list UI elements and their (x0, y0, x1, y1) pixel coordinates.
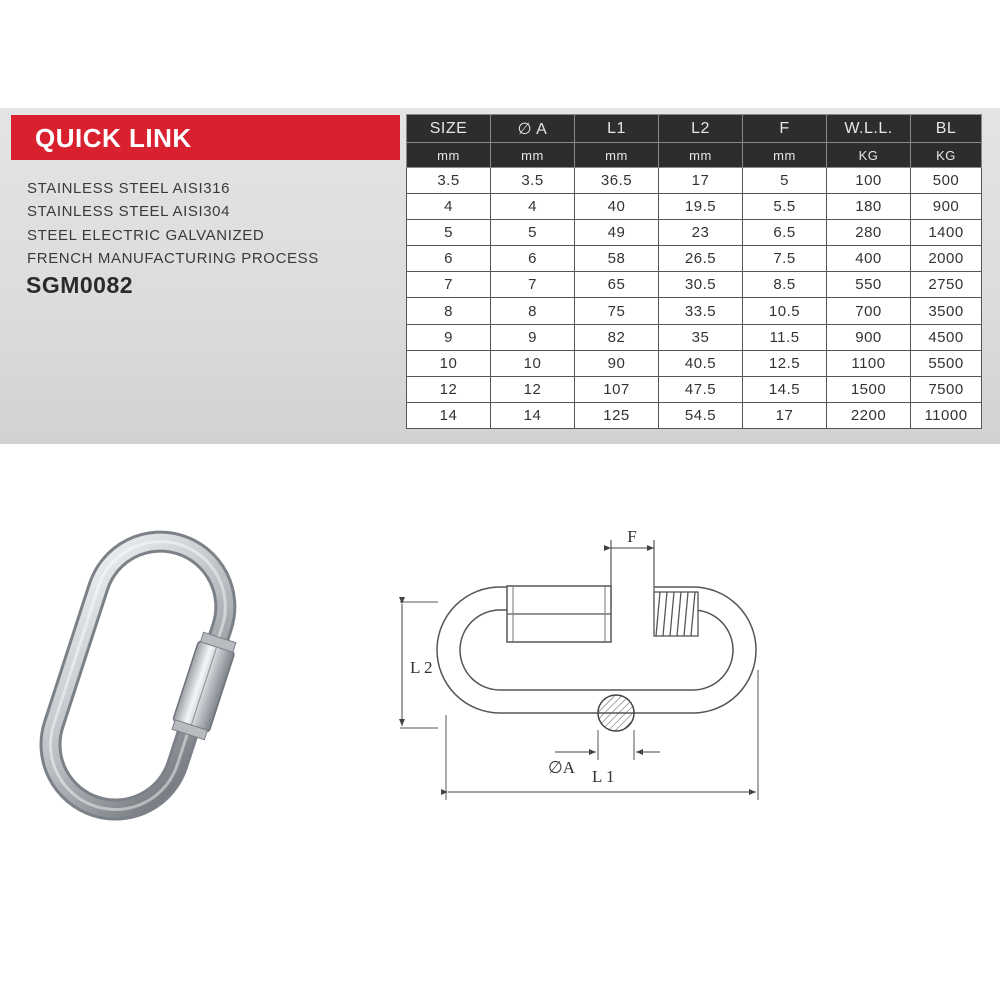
spec-table (406, 114, 982, 429)
table-row-cell: 8 (407, 298, 491, 324)
table-row-cell: 2000 (911, 246, 982, 272)
units-row-cell: mm (407, 143, 491, 168)
material-line-2: STAINLESS STEEL AISI304 (27, 203, 231, 220)
table-row-cell: 23 (659, 220, 743, 246)
table-row-cell: 1400 (911, 220, 982, 246)
material-line-1: STAINLESS STEEL AISI316 (27, 180, 231, 197)
table-row-cell: 26.5 (659, 246, 743, 272)
table-row-cell: 82 (575, 324, 659, 350)
table-row-cell: 8.5 (743, 272, 827, 298)
table-row-cell: 12 (407, 376, 491, 402)
table-row-cell: 9 (491, 324, 575, 350)
table-row-cell: 7 (407, 272, 491, 298)
table-row-cell: 4500 (911, 324, 982, 350)
table-row-cell: 58 (575, 246, 659, 272)
units-row-cell: KG (911, 143, 982, 168)
table-row-cell: 900 (911, 194, 982, 220)
table-row-cell: 10.5 (743, 298, 827, 324)
table-row-cell: 54.5 (659, 402, 743, 428)
model-number: SGM0082 (26, 272, 134, 298)
table-row-cell: 1500 (827, 376, 911, 402)
units-row-cell: mm (491, 143, 575, 168)
units-row-cell: mm (659, 143, 743, 168)
table-row-cell: 12.5 (743, 350, 827, 376)
table-row-cell: 19.5 (659, 194, 743, 220)
table-row (407, 194, 982, 220)
header-row-cell: L2 (659, 115, 743, 143)
table-row-cell: 100 (827, 168, 911, 194)
dim-label-l2: L 2 (410, 658, 433, 677)
table-row-cell: 33.5 (659, 298, 743, 324)
table-row-cell: 17 (743, 402, 827, 428)
table-row-cell: 30.5 (659, 272, 743, 298)
table-row-cell: 14.5 (743, 376, 827, 402)
table-row-cell: 900 (827, 324, 911, 350)
page-title: QUICK LINK (35, 123, 192, 153)
dim-label-diameter-a: ∅A (548, 758, 576, 777)
table-row-cell: 3.5 (491, 168, 575, 194)
table-row-cell: 7.5 (743, 246, 827, 272)
table-row-cell: 11.5 (743, 324, 827, 350)
table-row-cell: 3500 (911, 298, 982, 324)
table-row-cell: 5 (743, 168, 827, 194)
table-row-cell: 6.5 (743, 220, 827, 246)
table-row-cell: 125 (575, 402, 659, 428)
table-row-cell: 5500 (911, 350, 982, 376)
quick-link-drawing (380, 520, 790, 820)
material-line-3: STEEL ELECTRIC GALVANIZED (27, 227, 265, 244)
table-row-cell: 107 (575, 376, 659, 402)
table-row-cell: 3.5 (407, 168, 491, 194)
table-row (407, 350, 982, 376)
units-row (407, 143, 982, 168)
table-row-cell: 2200 (827, 402, 911, 428)
table-row-cell: 65 (575, 272, 659, 298)
table-row-cell: 1100 (827, 350, 911, 376)
table-row-cell: 14 (407, 402, 491, 428)
header-row-cell: SIZE (407, 115, 491, 143)
table-row-cell: 9 (407, 324, 491, 350)
dim-label-f: F (627, 527, 637, 546)
header-row-cell: ∅ A (491, 115, 575, 143)
table-row-cell: 5 (491, 220, 575, 246)
table-row-cell: 36.5 (575, 168, 659, 194)
units-row-cell: mm (743, 143, 827, 168)
table-row-cell: 40.5 (659, 350, 743, 376)
table-row-cell: 14 (491, 402, 575, 428)
header-row-cell: L1 (575, 115, 659, 143)
header-row-cell: F (743, 115, 827, 143)
table-row-cell: 400 (827, 246, 911, 272)
header-row-cell: W.L.L. (827, 115, 911, 143)
table-row-cell: 75 (575, 298, 659, 324)
table-row-cell: 4 (407, 194, 491, 220)
table-row-cell: 49 (575, 220, 659, 246)
table-row-cell: 5.5 (743, 194, 827, 220)
table-row-cell: 6 (407, 246, 491, 272)
table-row (407, 324, 982, 350)
table-row-cell: 700 (827, 298, 911, 324)
title-bar (11, 115, 400, 160)
table-row-cell: 7500 (911, 376, 982, 402)
material-line-4: FRENCH MANUFACTURING PROCESS (27, 250, 319, 267)
table-row-cell: 35 (659, 324, 743, 350)
table-row (407, 168, 982, 194)
table-row (407, 220, 982, 246)
table-row-cell: 12 (491, 376, 575, 402)
table-row-cell: 500 (911, 168, 982, 194)
table-row-cell: 550 (827, 272, 911, 298)
table-row-cell: 180 (827, 194, 911, 220)
header-row-cell: BL (911, 115, 982, 143)
units-row-cell: mm (575, 143, 659, 168)
table-row-cell: 11000 (911, 402, 982, 428)
table-row-cell: 4 (491, 194, 575, 220)
table-row-cell: 10 (407, 350, 491, 376)
dim-label-l1: L 1 (592, 767, 615, 786)
units-row-cell: KG (827, 143, 911, 168)
table-row (407, 402, 982, 428)
table-row-cell: 8 (491, 298, 575, 324)
table-row-cell: 47.5 (659, 376, 743, 402)
table-row (407, 272, 982, 298)
table-row-cell: 90 (575, 350, 659, 376)
table-row (407, 376, 982, 402)
table-row-cell: 5 (407, 220, 491, 246)
header-row (407, 115, 982, 143)
table-row (407, 246, 982, 272)
table-row-cell: 17 (659, 168, 743, 194)
table-row-cell: 40 (575, 194, 659, 220)
table-row (407, 298, 982, 324)
table-row-cell: 280 (827, 220, 911, 246)
table-row-cell: 6 (491, 246, 575, 272)
quick-link-photo (20, 520, 270, 830)
table-row-cell: 7 (491, 272, 575, 298)
table-row-cell: 2750 (911, 272, 982, 298)
table-row-cell: 10 (491, 350, 575, 376)
